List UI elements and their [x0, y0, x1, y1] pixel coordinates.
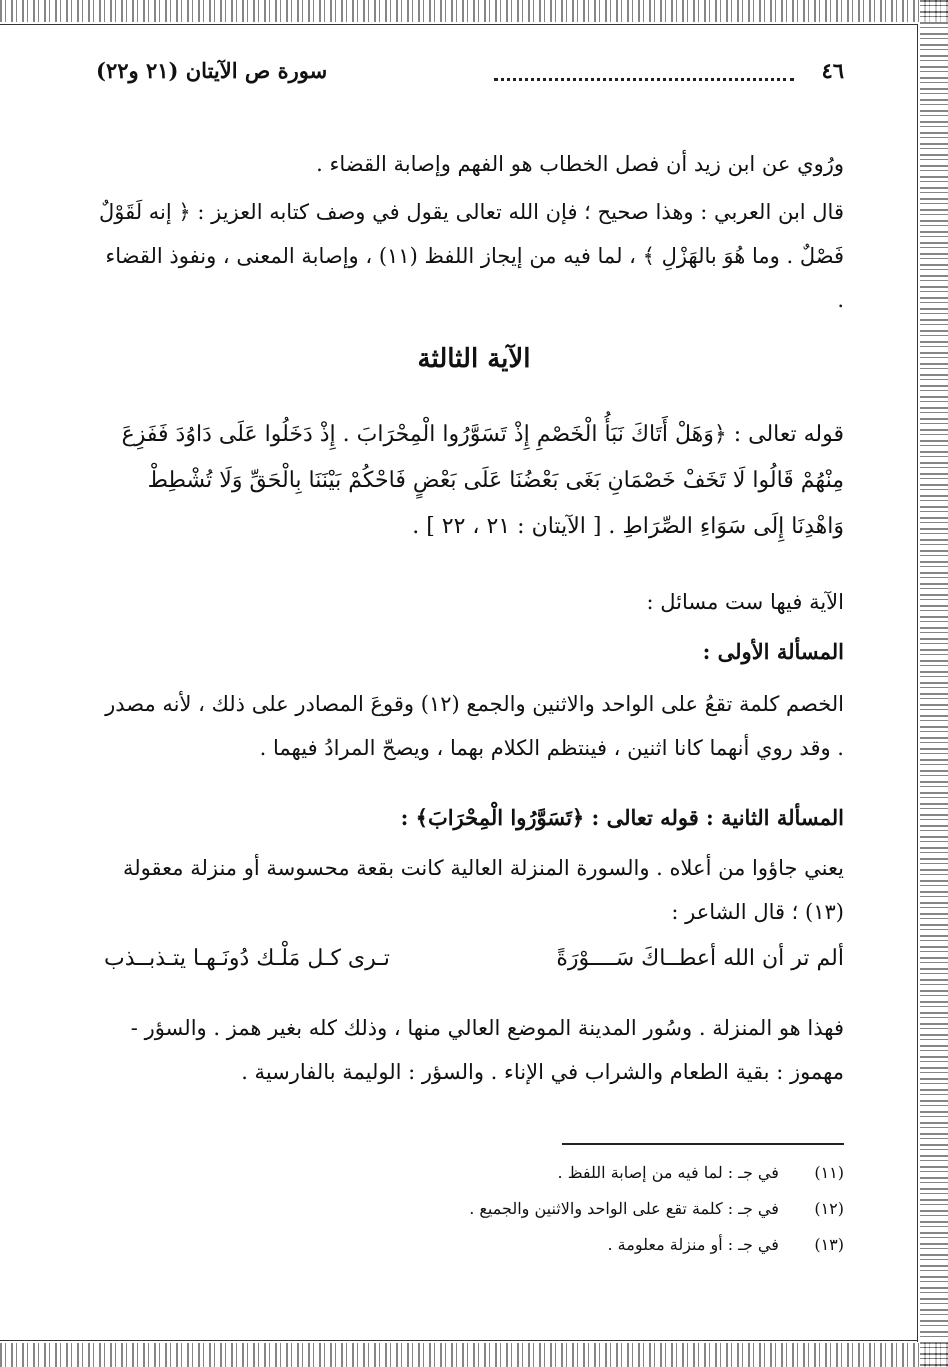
poem-verse: [104, 946, 844, 986]
issue2-title: المسألة الثانية : قوله تعالى : ﴿تَسَوَّرُوا الْمِحْرَابَ﴾ :: [400, 805, 844, 830]
section-heading: الآية الثالثة: [417, 344, 531, 374]
footnote-number: (١١): [814, 1163, 844, 1182]
page-number: ٤٦: [821, 58, 844, 83]
border-rule-right: [917, 24, 918, 1342]
footnote: [104, 1156, 844, 1190]
footnote-rule: [562, 1143, 844, 1145]
footnote: [104, 1192, 844, 1226]
paragraph-ibn-al-arabi: قال ابن العربي : وهذا صحيح ؛ فإن الله تعالى يقول في وصف كتابه العزيز : ﴿ إنه لَقَوْلٌ فَصْلٌ . وما هُوَ بالهَزْلِ ﴾ ، لما فيه من إيجاز اللفظ (١١) ، وإصابة المعنى ، ونفوذ القضاء .: [99, 200, 844, 312]
quran-verse: قوله تعالى : ﴿وَهَلْ أَتَاكَ نَبَأُ الْخَصْمِ إِذْ تَسَوَّرُوا الْمِحْرَابَ . إِذْ دَخَلُوا عَلَى دَاوُدَ فَفَزِعَ مِنْهُمْ قَالُوا لَا تَخَفْ خَصْمَانِ بَغَى بَعْضُنَا عَلَى بَعْضٍ فَاحْكُمْ بَيْنَنَا بِالْحَقِّ وَلَا تُشْطِطْ وَاهْدِنَا إِلَى سَوَاءِ الصِّرَاطِ . [ الآيتان : ٢١ ، ٢٢ ] .: [121, 422, 844, 539]
ornamental-border-bottom: [0, 1343, 948, 1367]
footnote-text: في جـ : أو منزلة معلومة .: [607, 1235, 779, 1254]
footnote-number: (١٢): [814, 1199, 844, 1218]
border-rule-top: [0, 24, 918, 25]
issue2-text2: فهذا هو المنزلة . وسُور المدينة الموضع العالي منها ، وذلك كله بغير همز . والسؤر - مهموز : بقية الطعام والشراب في الإناء . والسؤر : الوليمة بالفارسية .: [130, 1016, 844, 1084]
poem-second-hemistich: تـرى كـل مَلْـك دُونَـهـا يتـذبــذب: [104, 946, 390, 971]
issue2-text: يعني جاؤوا من أعلاه . والسورة المنزلة العالية كانت بقعة محسوسة أو منزلة معقولة (١٣) ؛ قال الشاعر :: [123, 856, 844, 924]
ornamental-border-top: [0, 0, 948, 22]
poem-first-hemistich: ألم تر أن الله أعطــاكَ سَــــوْرَةً: [556, 946, 844, 971]
header-title: سورة ص الآيتان (٢١ و٢٢): [96, 58, 328, 83]
footnote: [104, 1228, 844, 1262]
issue1-text: الخصم كلمة تقعُ على الواحد والاثنين والجمع (١٢) وقوعَ المصادر على ذلك ، لأنه مصدر . وقد روي أنهما كانا اثنين ، فينتظم الكلام بهما ، ويصحّ المرادُ فيهما .: [105, 692, 844, 760]
border-rule-bottom: [0, 1340, 918, 1341]
footnote-text: في جـ : كلمة تقع على الواحد والاثنين والجميع .: [469, 1199, 779, 1218]
header-dot-leader: [494, 58, 794, 81]
footnote-text: في جـ : لما فيه من إصابة اللفظ .: [557, 1163, 779, 1182]
issue1-title: المسألة الأولى :: [702, 639, 844, 664]
paragraph-ibn-zayd: ورُوي عن ابن زيد أن فصل الخطاب هو الفهم وإصابة القضاء .: [316, 152, 844, 176]
intro-line: الآية فيها ست مسائل :: [646, 590, 844, 614]
ornamental-border-right: [920, 0, 948, 1367]
footnote-number: (١٣): [814, 1235, 844, 1254]
running-header: [96, 58, 844, 94]
